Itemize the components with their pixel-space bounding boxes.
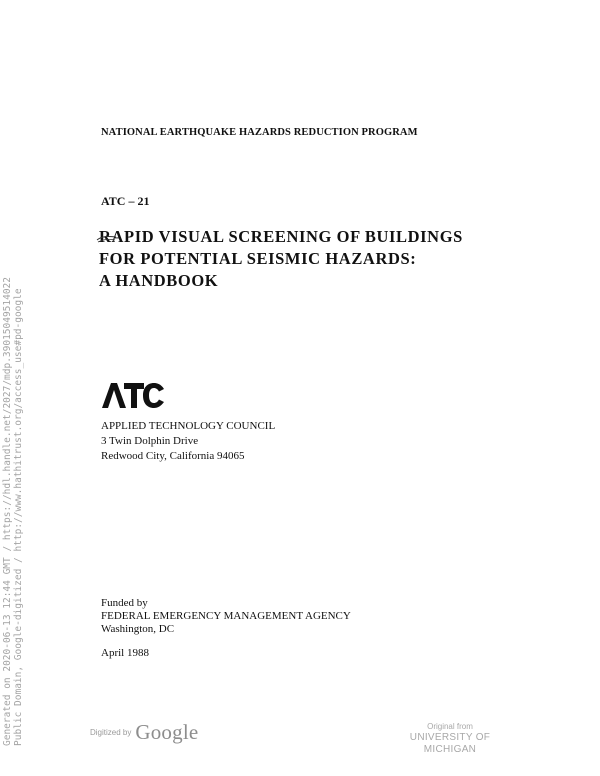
program-name: NATIONAL EARTHQUAKE HAZARDS REDUCTION PROGRAM: [101, 127, 418, 138]
google-logo: Google: [135, 720, 199, 744]
original-source: UNIVERSITY OF MICHIGAN: [409, 732, 491, 755]
title-line-3: A HANDBOOK: [99, 271, 219, 290]
publication-date: April 1988: [101, 647, 149, 659]
title-line-1: RAPID VISUAL SCREENING OF BUILDINGS: [99, 227, 463, 246]
scan-side-stamp: [2, 277, 24, 746]
title-line-2: FOR POTENTIAL SEISMIC HAZARDS:: [99, 249, 417, 268]
funding-location: Washington, DC: [101, 623, 175, 635]
original-from-watermark: [388, 722, 512, 756]
organization-city: Redwood City, California 94065: [101, 450, 245, 462]
side-stamp-line-1: Generated on 2020-06-13 12:44 GMT / https://hdl.handle.net/2027/mdp.39015049514022: [2, 277, 13, 746]
original-label: Original from: [427, 722, 473, 731]
organization-name: APPLIED TECHNOLOGY COUNCIL: [101, 420, 276, 432]
side-stamp-line-2: Public Domain, Google-digitized / http://www.hathitrust.org/access_use#pd-google: [13, 288, 24, 746]
report-number: ATC – 21: [101, 194, 150, 208]
digitized-label: Digitized by: [90, 728, 132, 737]
funding-block: [101, 597, 351, 636]
organization-address: [101, 419, 275, 464]
funding-agency: FEDERAL EMERGENCY MANAGEMENT AGENCY: [101, 610, 351, 622]
organization-street: 3 Twin Dolphin Drive: [101, 435, 199, 447]
handwritten-mark-icon: [96, 234, 118, 244]
digitized-by-watermark: [90, 720, 198, 745]
document-title: [99, 226, 539, 292]
funded-by-label: Funded by: [101, 597, 148, 609]
atc-logo-icon: [100, 380, 166, 410]
